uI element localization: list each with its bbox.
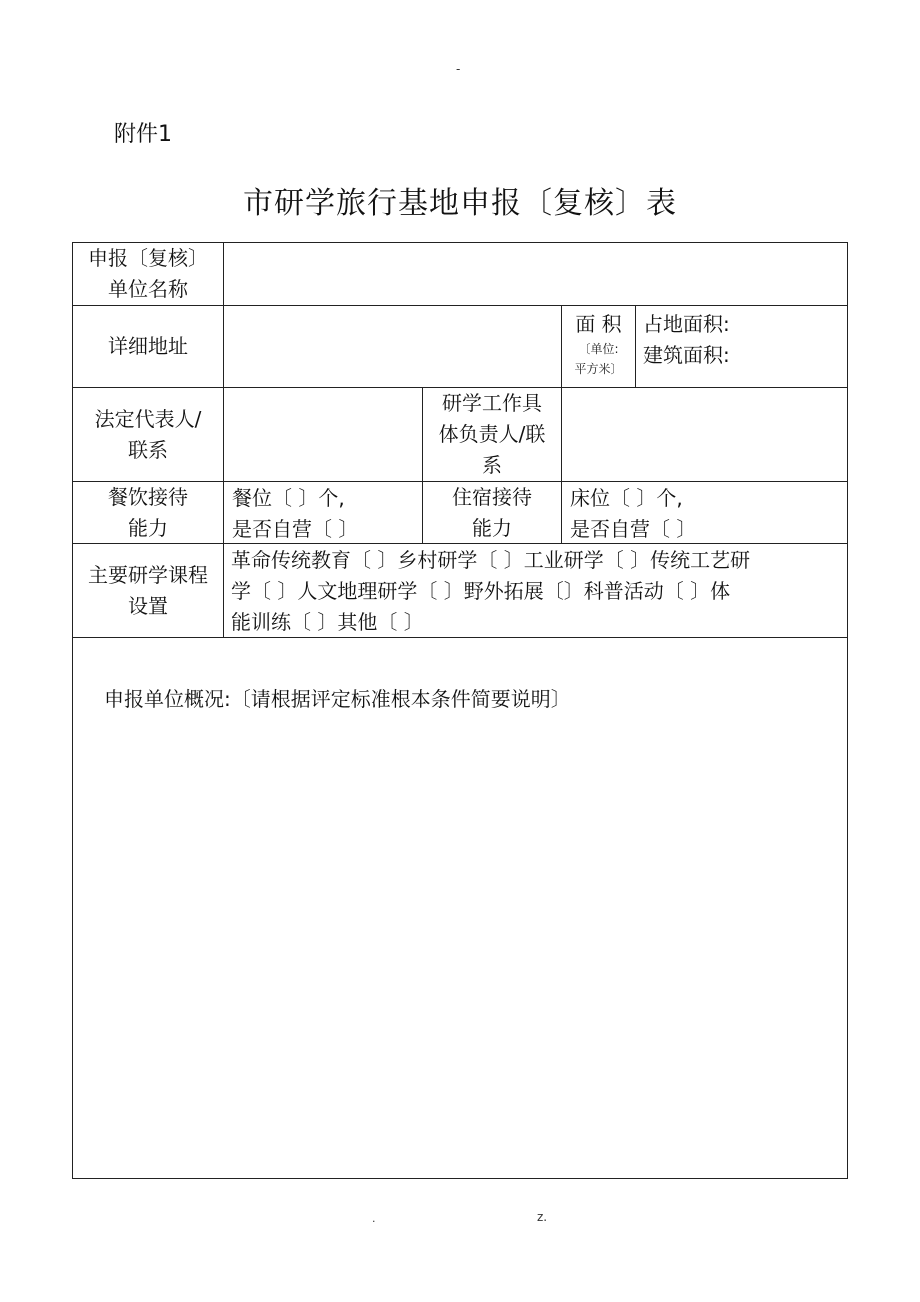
- legal-rep-label: 法定代表人/ 联系: [94, 406, 202, 462]
- page-title: 市研学旅行基地申报〔复核〕表: [243, 186, 677, 221]
- catering-value[interactable]: 餐位〔 〕个, 是否自营〔 〕: [232, 486, 359, 541]
- study-lead-label: 研学工作具 体负责人/联 系: [438, 391, 546, 477]
- footer-right-mark: z.: [537, 1210, 548, 1224]
- unit-name-label: 申报〔复核〕 单位名称: [88, 246, 208, 301]
- catering-label: 餐饮接待 能力: [108, 484, 188, 540]
- attachment-label: 附件1: [114, 122, 172, 147]
- study-lead-field[interactable]: [562, 388, 847, 481]
- unit-name-field[interactable]: [224, 243, 847, 305]
- address-field[interactable]: [224, 306, 561, 387]
- area-values[interactable]: [643, 309, 847, 387]
- footer-left-mark: .: [372, 1212, 376, 1225]
- building-area-label: 建筑面积:: [643, 343, 730, 367]
- header-mark: -: [456, 62, 461, 76]
- legal-rep-field[interactable]: [224, 388, 422, 481]
- overview-label: 申报单位概况:〔请根据评定标准根本条件简要说明〕: [104, 687, 571, 711]
- application-form: [72, 242, 848, 1179]
- area-label: 面 积 〔单位: 平方米〕: [574, 312, 623, 376]
- course-label: 主要研学课程 设置: [88, 562, 208, 618]
- address-label: 详细地址: [108, 334, 188, 358]
- land-area-label: 占地面积:: [643, 312, 730, 336]
- course-options[interactable]: 革命传统教育〔 〕乡村研学〔 〕工业研学〔 〕传统工艺研 学〔 〕人文地理研学〔 〕野外拓展〔〕科普活动〔 〕体 能训练〔 〕其他〔 〕: [231, 548, 751, 634]
- lodging-value[interactable]: 床位〔 〕个, 是否自营〔 〕: [570, 486, 697, 541]
- lodging-label: 住宿接待 能力: [452, 484, 532, 540]
- overview-area[interactable]: [73, 638, 847, 1178]
